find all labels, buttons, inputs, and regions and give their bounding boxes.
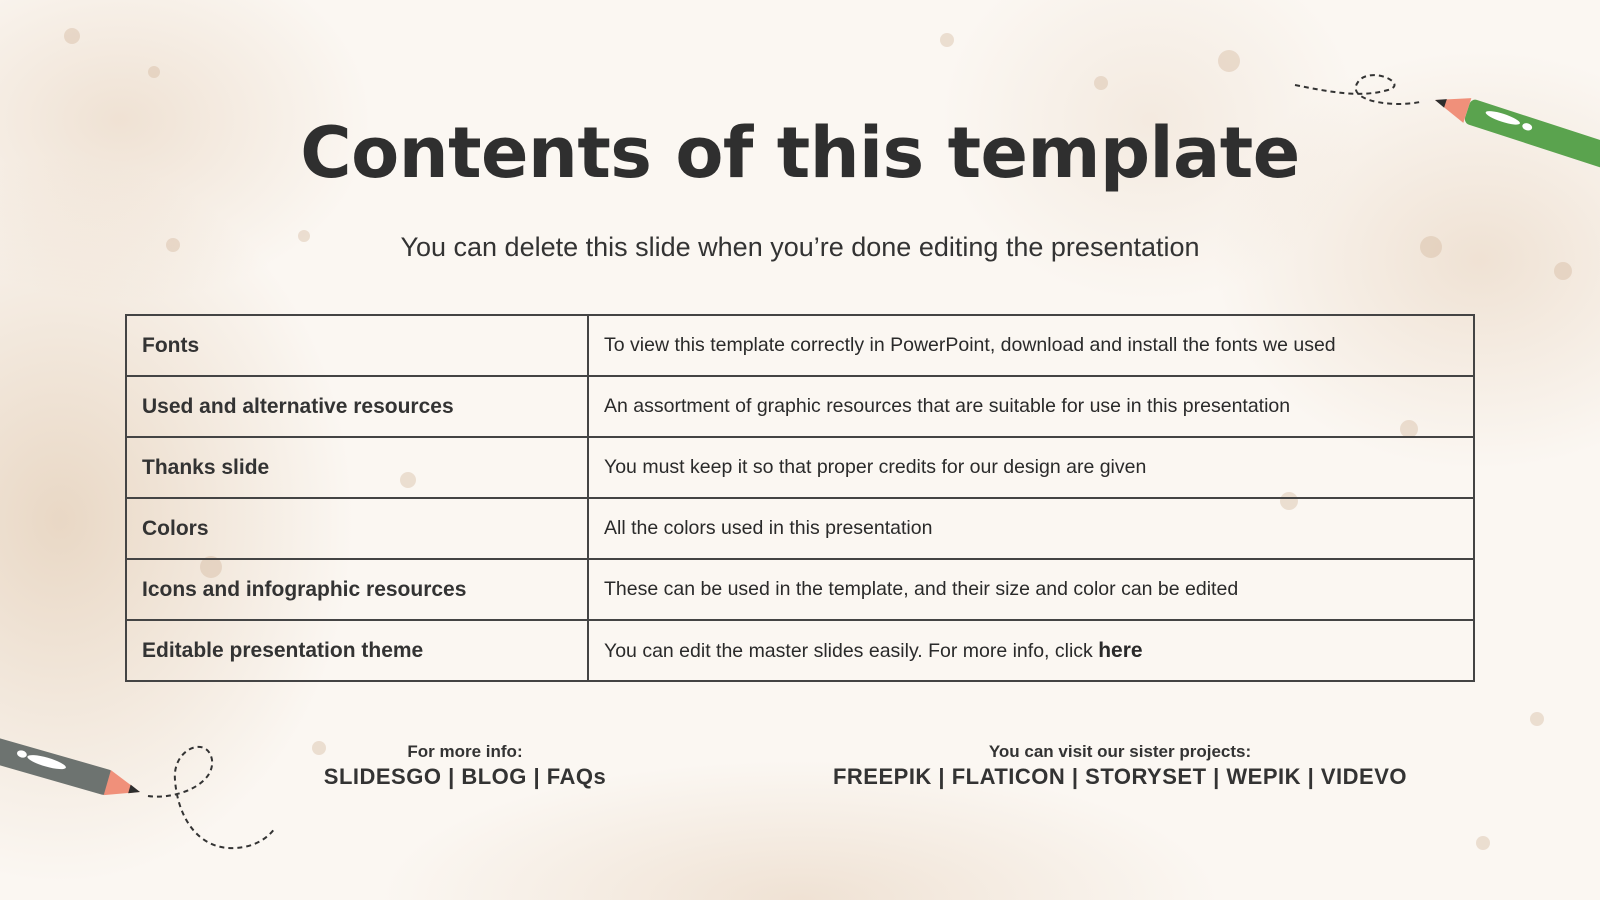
page-title: Contents of this template [300, 112, 1300, 194]
background-speck [1218, 50, 1240, 72]
row-key: Colors [126, 498, 588, 559]
row-description: To view this template correctly in PowerPoint, download and install the fonts we used [588, 315, 1474, 376]
table-row [126, 376, 1474, 437]
gray-pencil-icon [0, 720, 290, 870]
row-description: You must keep it so that proper credits for our design are given [588, 437, 1474, 498]
row-description: All the colors used in this presentation [588, 498, 1474, 559]
green-pencil-icon [1290, 50, 1600, 180]
table-row [126, 498, 1474, 559]
footer-more-info-links[interactable]: SLIDESGO | BLOG | FAQs [323, 764, 607, 789]
row-description: An assortment of graphic resources that are suitable for use in this presentation [588, 376, 1474, 437]
row-key: Thanks slide [126, 437, 588, 498]
background-speck [1094, 76, 1108, 90]
background-speck [1530, 712, 1544, 726]
table-row [126, 559, 1474, 620]
row-key: Fonts [126, 315, 588, 376]
table-row [126, 620, 1474, 681]
footer-sister-projects-links[interactable]: FREEPIK | FLATICON | STORYSET | WEPIK | VIDEVO [832, 764, 1408, 789]
table-row [126, 437, 1474, 498]
background-speck [148, 66, 160, 78]
row-key: Used and alternative resources [126, 376, 588, 437]
more-info-link[interactable]: here [1098, 638, 1143, 662]
footer-more-info [300, 742, 630, 790]
row-description [588, 620, 1474, 681]
background-speck [1476, 836, 1490, 850]
row-description: These can be used in the template, and their size and color can be edited [588, 559, 1474, 620]
row-key: Editable presentation theme [126, 620, 588, 681]
background-speck [1554, 262, 1572, 280]
contents-table [125, 314, 1475, 682]
page-subtitle: You can delete this slide when you’re done editing the presentation [400, 232, 1200, 262]
row-description-text: You can edit the master slides easily. For more info, click [604, 639, 1099, 662]
footer-more-info-label: For more info: [407, 742, 523, 761]
table-row [126, 315, 1474, 376]
footer-sister-projects [820, 742, 1420, 790]
background-speck [940, 33, 954, 47]
row-key: Icons and infographic resources [126, 559, 588, 620]
background-speck [64, 28, 80, 44]
footer-sister-projects-label: You can visit our sister projects: [988, 742, 1252, 761]
